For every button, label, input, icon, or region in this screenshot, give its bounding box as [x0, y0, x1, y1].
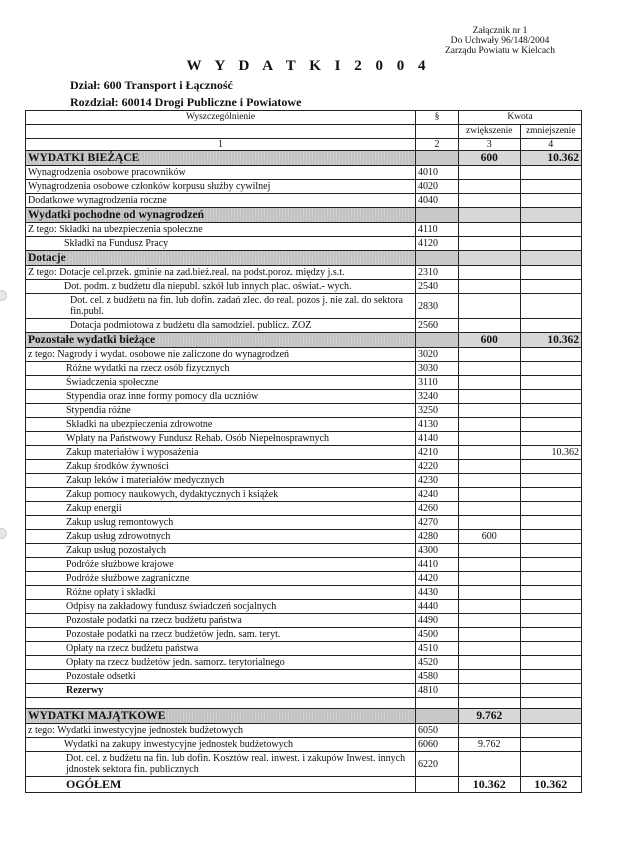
table-row [26, 294, 582, 319]
row-decrease: 10.362 [520, 151, 582, 166]
row-description: Dotacja podmiotowa z budżetu dla samodziel. publicz. ZOZ [26, 319, 416, 333]
row-increase: 9.762 [459, 709, 521, 724]
row-increase: 600 [459, 151, 521, 166]
row-description: z tego: Wydatki inwestycyjne jednostek budżetowych [26, 724, 416, 738]
row-paragraph: 4140 [416, 432, 459, 446]
row-increase [459, 362, 521, 376]
punch-hole [0, 528, 7, 539]
row-description: Pozostałe podatki na rzecz budżetu państwa [26, 614, 416, 628]
table-row [26, 656, 582, 670]
header-num-4: 4 [520, 139, 582, 151]
header-blank [26, 125, 416, 139]
table-row [26, 572, 582, 586]
row-increase [459, 194, 521, 208]
row-description: Stypendia oraz inne formy pomocy dla uczniów [26, 390, 416, 404]
row-description: WYDATKI MAJĄTKOWE [26, 709, 416, 724]
attachment-line-1: Załącznik nr 1 [472, 26, 528, 36]
row-increase [459, 166, 521, 180]
row-decrease [520, 280, 582, 294]
row-increase [459, 474, 521, 488]
table-row [26, 280, 582, 294]
table-row [26, 670, 582, 684]
row-description: Podróże służbowe krajowe [26, 558, 416, 572]
row-decrease [520, 572, 582, 586]
table-row [26, 502, 582, 516]
row-decrease [520, 684, 582, 698]
row-description: Pozostałe podatki na rzecz budżetów jedn. sam. teryt. [26, 628, 416, 642]
row-description: Różne wydatki na rzecz osób fizycznych [26, 362, 416, 376]
row-increase [459, 614, 521, 628]
table-row [26, 348, 582, 362]
header-blank-par [416, 125, 459, 139]
row-paragraph: 6050 [416, 724, 459, 738]
row-decrease [520, 738, 582, 752]
row-paragraph: 4490 [416, 614, 459, 628]
row-increase [459, 684, 521, 698]
row-decrease [520, 586, 582, 600]
row-paragraph: 6220 [416, 752, 459, 777]
row-increase: 9.762 [459, 738, 521, 752]
row-description: WYDATKI BIEŻĄCE [26, 151, 416, 166]
table-row [26, 684, 582, 698]
row-increase [459, 180, 521, 194]
row-increase: 10.362 [459, 777, 521, 793]
row-increase [459, 390, 521, 404]
row-increase [459, 752, 521, 777]
row-description: Zakup leków i materiałów medycznych [26, 474, 416, 488]
row-decrease: 10.362 [520, 777, 582, 793]
row-paragraph: 4520 [416, 656, 459, 670]
row-paragraph: 4260 [416, 502, 459, 516]
row-decrease [520, 194, 582, 208]
row-paragraph: 4810 [416, 684, 459, 698]
row-decrease [520, 404, 582, 418]
row-increase [459, 294, 521, 319]
row-increase [459, 376, 521, 390]
row-decrease [520, 223, 582, 237]
row-increase [459, 488, 521, 502]
table-row [26, 586, 582, 600]
table-row [26, 698, 582, 709]
row-decrease: 10.362 [520, 446, 582, 460]
row-decrease [520, 544, 582, 558]
row-description: Dotacje [26, 251, 416, 266]
table-row [26, 237, 582, 251]
row-paragraph: 4440 [416, 600, 459, 614]
row-decrease [520, 294, 582, 319]
row-decrease [520, 530, 582, 544]
header-numbers-row [26, 139, 582, 151]
table-row [26, 530, 582, 544]
table-row [26, 319, 582, 333]
row-decrease [520, 251, 582, 266]
row-description: Zakup pomocy naukowych, dydaktycznych i książek [26, 488, 416, 502]
row-increase: 600 [459, 530, 521, 544]
row-decrease [520, 319, 582, 333]
row-paragraph: 4230 [416, 474, 459, 488]
row-increase [459, 280, 521, 294]
row-paragraph: 4580 [416, 670, 459, 684]
row-paragraph: 2830 [416, 294, 459, 319]
row-increase [459, 432, 521, 446]
table-row [26, 614, 582, 628]
row-paragraph: 2540 [416, 280, 459, 294]
row-description: Zakup usług remontowych [26, 516, 416, 530]
row-increase [459, 516, 521, 530]
row-paragraph: 4300 [416, 544, 459, 558]
row-paragraph: 4510 [416, 642, 459, 656]
header-description: Wyszczególnienie [26, 111, 416, 125]
row-increase [459, 460, 521, 474]
row-description: Pozostałe wydatki bieżące [26, 333, 416, 348]
punch-hole [0, 290, 7, 301]
row-description: Zakup usług pozostałych [26, 544, 416, 558]
row-paragraph: 6060 [416, 738, 459, 752]
row-description: Pozostałe odsetki [26, 670, 416, 684]
header-num-2: 2 [416, 139, 459, 151]
rozdzial-label: Rozdział: [70, 95, 119, 109]
table-row [26, 194, 582, 208]
row-decrease [520, 614, 582, 628]
table-row [26, 642, 582, 656]
row-paragraph: 4120 [416, 237, 459, 251]
dzial-value: 600 Transport i Łączność [103, 78, 233, 92]
row-decrease [520, 600, 582, 614]
header-num-3: 3 [459, 139, 521, 151]
row-paragraph: 4040 [416, 194, 459, 208]
row-decrease [520, 348, 582, 362]
row-description: Zakup energii [26, 502, 416, 516]
table-row [26, 223, 582, 237]
row-increase [459, 656, 521, 670]
header-subrow [26, 125, 582, 139]
row-decrease [520, 488, 582, 502]
table-row [26, 418, 582, 432]
table-row [26, 166, 582, 180]
row-description: Zakup środków żywności [26, 460, 416, 474]
row-paragraph: 4430 [416, 586, 459, 600]
row-decrease [520, 237, 582, 251]
attachment-line-3: Zarządu Powiatu w Kielcach [445, 46, 555, 56]
row-decrease [520, 208, 582, 223]
row-increase [459, 544, 521, 558]
row-increase [459, 724, 521, 738]
row-increase [459, 223, 521, 237]
row-increase [459, 698, 521, 709]
row-description: Podróże służbowe zagraniczne [26, 572, 416, 586]
attachment-note [445, 26, 555, 56]
row-increase: 600 [459, 333, 521, 348]
table-row [26, 600, 582, 614]
row-paragraph: 4220 [416, 460, 459, 474]
row-decrease [520, 474, 582, 488]
row-increase [459, 558, 521, 572]
row-paragraph [416, 333, 459, 348]
section-row [26, 208, 582, 223]
row-description: Wynagrodzenia osobowe członków korpusu służby cywilnej [26, 180, 416, 194]
row-paragraph: 4210 [416, 446, 459, 460]
row-paragraph: 4270 [416, 516, 459, 530]
row-decrease [520, 642, 582, 656]
row-paragraph: 4020 [416, 180, 459, 194]
row-paragraph: 4130 [416, 418, 459, 432]
header-paragraph: § [416, 111, 459, 125]
table-row [26, 752, 582, 777]
table-row [26, 446, 582, 460]
row-decrease [520, 516, 582, 530]
row-paragraph [416, 777, 459, 793]
row-decrease [520, 752, 582, 777]
row-increase [459, 208, 521, 223]
row-paragraph: 3250 [416, 404, 459, 418]
row-increase [459, 251, 521, 266]
row-decrease [520, 502, 582, 516]
row-decrease [520, 724, 582, 738]
row-paragraph: 4500 [416, 628, 459, 642]
row-description: Składki na ubezpieczenia zdrowotne [26, 418, 416, 432]
page-title: W Y D A T K I 2 0 0 4 [186, 58, 431, 74]
total-row [26, 777, 582, 793]
header-increase: zwiększenie [459, 125, 521, 139]
row-paragraph: 2310 [416, 266, 459, 280]
row-increase [459, 404, 521, 418]
table-row [26, 724, 582, 738]
row-paragraph: 4010 [416, 166, 459, 180]
row-paragraph: 3110 [416, 376, 459, 390]
table-row [26, 738, 582, 752]
header-decrease: zmniejszenie [520, 125, 582, 139]
row-increase [459, 572, 521, 586]
row-increase [459, 418, 521, 432]
row-description: Odpisy na zakładowy fundusz świadczeń socjalnych [26, 600, 416, 614]
rozdzial-value: 60014 Drogi Publiczne i Powiatowe [121, 95, 302, 109]
row-description: Dot. podm. z budżetu dla niepubl. szkół lub innych plac. oświat.- wych. [26, 280, 416, 294]
row-paragraph [416, 208, 459, 223]
row-decrease [520, 558, 582, 572]
header-num-1: 1 [26, 139, 416, 151]
row-decrease [520, 709, 582, 724]
row-increase [459, 266, 521, 280]
row-decrease [520, 698, 582, 709]
table-row [26, 404, 582, 418]
dzial-label: Dział: [70, 78, 101, 92]
row-decrease [520, 166, 582, 180]
row-description: Opłaty na rzecz budżetów jedn. samorz. terytorialnego [26, 656, 416, 670]
row-increase [459, 670, 521, 684]
row-description: Składki na Fundusz Pracy [26, 237, 416, 251]
header-row [26, 111, 582, 125]
row-increase [459, 319, 521, 333]
row-paragraph [416, 251, 459, 266]
row-increase [459, 502, 521, 516]
row-increase [459, 600, 521, 614]
row-increase [459, 642, 521, 656]
row-increase [459, 446, 521, 460]
row-description: OGÓŁEM [26, 777, 416, 793]
row-decrease [520, 362, 582, 376]
row-decrease [520, 390, 582, 404]
row-description: Opłaty na rzecz budżetu państwa [26, 642, 416, 656]
row-description: Zakup materiałów i wyposażenia [26, 446, 416, 460]
expenses-table [25, 110, 582, 793]
row-decrease [520, 670, 582, 684]
row-paragraph: 3030 [416, 362, 459, 376]
row-description: Z tego: Składki na ubezpieczenia społeczne [26, 223, 416, 237]
section-row [26, 333, 582, 348]
row-description: Rezerwy [26, 684, 416, 698]
row-description: Wydatki pochodne od wynagrodzeń [26, 208, 416, 223]
rozdzial-line [70, 95, 301, 110]
table-row [26, 390, 582, 404]
table-row [26, 544, 582, 558]
row-decrease [520, 180, 582, 194]
row-description: Dodatkowe wynagrodzenia roczne [26, 194, 416, 208]
row-paragraph: 3240 [416, 390, 459, 404]
row-description: Z tego: Dotacje cel.przek. gminie na zad.bież.real. na podst.poroz. między j.s.t. [26, 266, 416, 280]
dzial-line [70, 78, 233, 93]
row-decrease: 10.362 [520, 333, 582, 348]
row-decrease [520, 460, 582, 474]
table-row [26, 488, 582, 502]
row-paragraph: 4280 [416, 530, 459, 544]
table-row [26, 180, 582, 194]
table-row [26, 432, 582, 446]
row-description: Różne opłaty i składki [26, 586, 416, 600]
row-paragraph [416, 709, 459, 724]
table-row [26, 376, 582, 390]
row-decrease [520, 376, 582, 390]
row-description: Stypendia różne [26, 404, 416, 418]
row-description: Dot. cel. z budżetu na fin. lub dofin. zadań zlec. do real. pozos j. nie zal. do sektora fin.publ. [26, 294, 416, 319]
row-increase [459, 628, 521, 642]
table-row [26, 474, 582, 488]
row-paragraph: 4110 [416, 223, 459, 237]
row-description: Wydatki na zakupy inwestycyjne jednostek budżetowych [26, 738, 416, 752]
table-row [26, 516, 582, 530]
table-row [26, 558, 582, 572]
row-paragraph: 4420 [416, 572, 459, 586]
table-row [26, 266, 582, 280]
row-description [26, 698, 416, 709]
row-description: Świadczenia społeczne [26, 376, 416, 390]
row-description: Wpłaty na Państwowy Fundusz Rehab. Osób Niepełnosprawnych [26, 432, 416, 446]
row-increase [459, 348, 521, 362]
row-increase [459, 586, 521, 600]
row-description: Wynagrodzenia osobowe pracowników [26, 166, 416, 180]
table-row [26, 460, 582, 474]
row-paragraph [416, 698, 459, 709]
table-row [26, 628, 582, 642]
row-description: Dot. cel. z budżetu na fin. lub dofin. Kosztów real. inwest. i zakupów Inwest. innych jdnostek sektora fin. publicznych [26, 752, 416, 777]
row-paragraph: 2560 [416, 319, 459, 333]
header-amount: Kwota [459, 111, 582, 125]
row-description: Zakup usług zdrowotnych [26, 530, 416, 544]
row-decrease [520, 656, 582, 670]
section-row [26, 709, 582, 724]
section-row [26, 251, 582, 266]
row-paragraph: 4410 [416, 558, 459, 572]
row-paragraph: 4240 [416, 488, 459, 502]
row-paragraph [416, 151, 459, 166]
attachment-line-2: Do Uchwały 96/148/2004 [450, 36, 550, 46]
row-decrease [520, 418, 582, 432]
table-row [26, 362, 582, 376]
row-decrease [520, 628, 582, 642]
row-increase [459, 237, 521, 251]
section-row [26, 151, 582, 166]
row-description: z tego: Nagrody i wydat. osobowe nie zaliczone do wynagrodzeń [26, 348, 416, 362]
row-decrease [520, 266, 582, 280]
row-decrease [520, 432, 582, 446]
row-paragraph: 3020 [416, 348, 459, 362]
